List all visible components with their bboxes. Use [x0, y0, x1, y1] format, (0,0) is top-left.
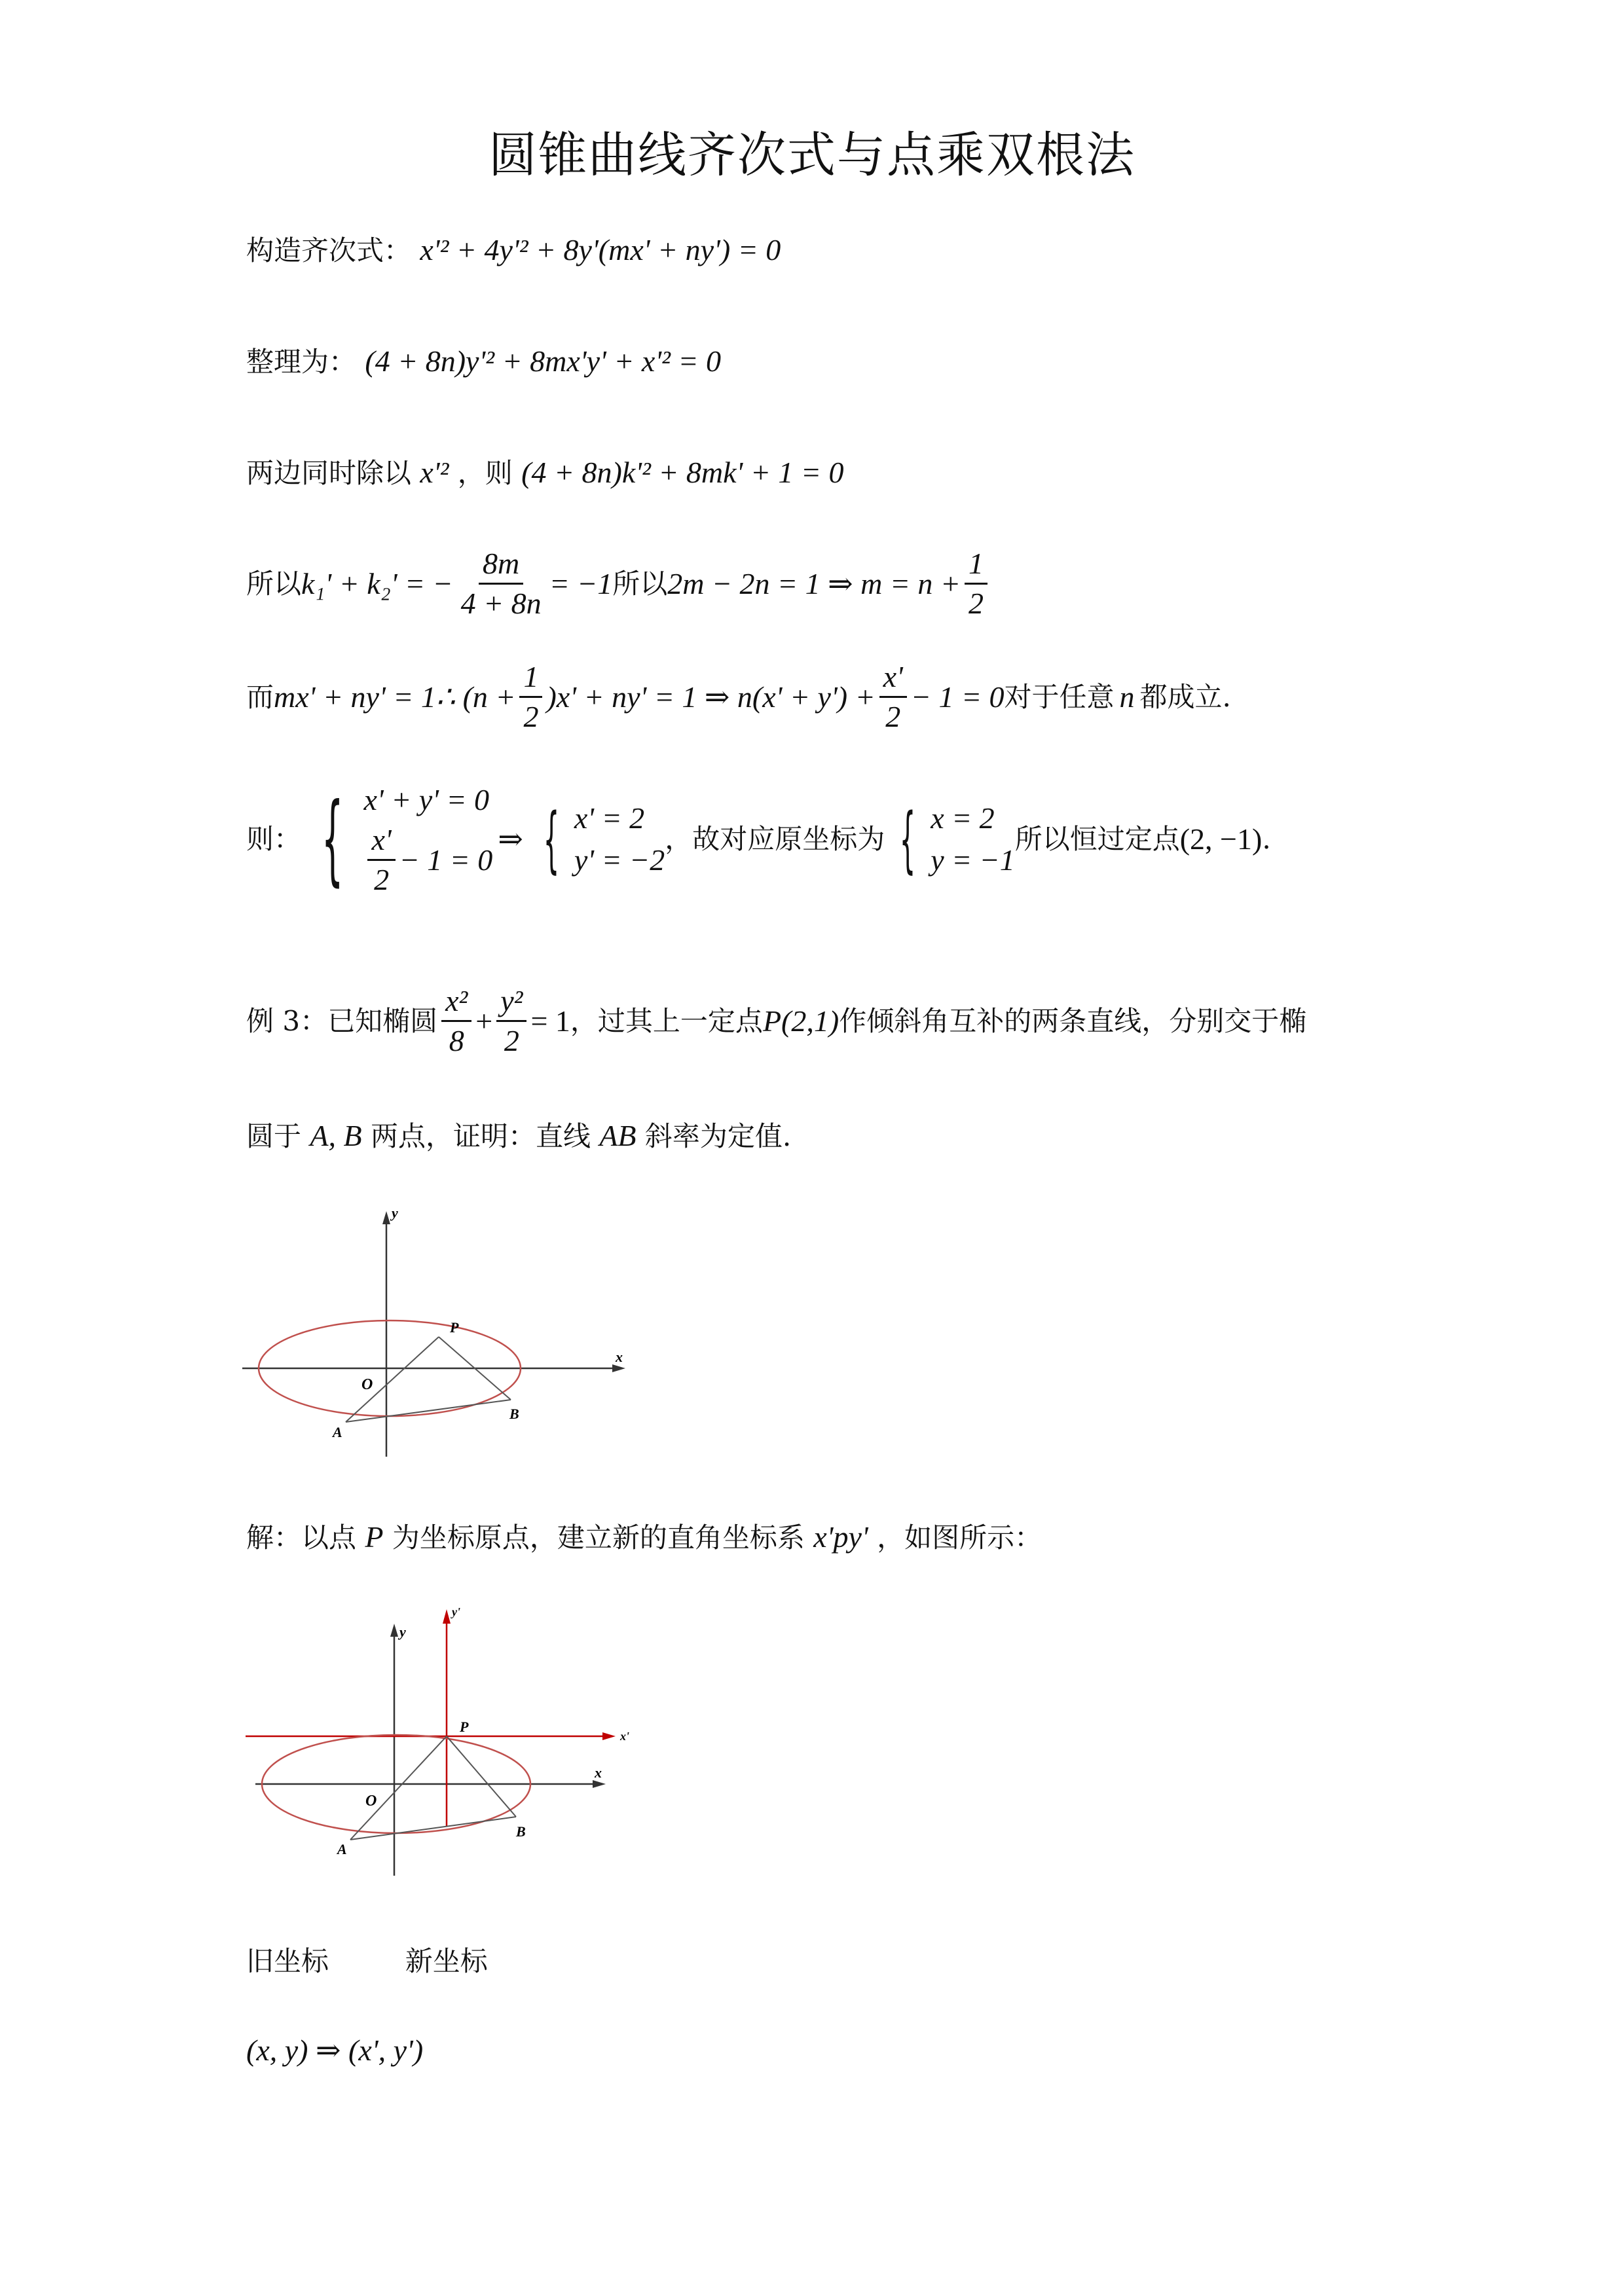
l4-left: k₁' + k₂' = − [301, 566, 453, 600]
l5-half-num: 1 [519, 658, 542, 698]
l5-c: − 1 = 0 [910, 680, 1005, 714]
fig2-x-arrow-icon [593, 1780, 606, 1788]
line-homogeneous [246, 230, 781, 270]
fig1-label-x: x [616, 1349, 623, 1365]
l6-point: (2, −1) [1179, 822, 1263, 856]
fig1-label-P: P [450, 1319, 459, 1336]
fig2-line-PA [350, 1736, 447, 1840]
brace-3: { [899, 797, 916, 881]
example-line2-b: 两点，证明：直线 [370, 1120, 591, 1152]
l5-half [519, 658, 542, 736]
l4-half-den: 2 [968, 587, 984, 620]
l5-frac-den: 2 [885, 700, 901, 733]
example-frac-1 [441, 982, 471, 1060]
figure-1-ellipse [236, 1205, 642, 1460]
fig2-label-O: O [365, 1793, 377, 1810]
l4-label: 所以 [246, 567, 302, 600]
fig2-label-yprime: y' [452, 1605, 460, 1618]
l4-half [965, 545, 987, 623]
line-rearranged [246, 342, 721, 382]
line-systems [246, 779, 1271, 899]
example-point: P(2,1) [762, 1004, 840, 1038]
example-label: 例 3：已知椭圆 [246, 1004, 438, 1037]
fig1-label-O: O [361, 1376, 373, 1393]
fig1-x-arrow-icon [612, 1364, 625, 1372]
l4-eq2: 2m − 2n = 1 ⇒ m = n + [667, 566, 961, 600]
l4-fraction [457, 545, 545, 623]
fig2-line-AB [350, 1817, 516, 1840]
fig2-y-arrow-icon [390, 1624, 398, 1637]
figure-2-translated-axes [236, 1597, 668, 1886]
example-line2-ab: A, B [310, 1119, 362, 1152]
coords-old: 旧坐标 [246, 1945, 329, 1977]
fig1-line-PA [346, 1337, 439, 1422]
solution-end: ，如图所示： [877, 1522, 1043, 1554]
line-fixed-point-condition [246, 658, 1231, 736]
sys1-row2 [363, 821, 492, 899]
example-frac-1-den: 8 [449, 1024, 464, 1057]
page-title: 圆锥曲线齐次式与点乘双根法 [489, 127, 1135, 183]
example-line2-c: 斜率为定值. [644, 1120, 792, 1152]
example-text1: ，过其上一定点 [570, 1004, 763, 1037]
fig2-label-P: P [460, 1719, 469, 1735]
sys3-row2: y = −1 [931, 843, 1015, 877]
fig2-label-y: y [399, 1624, 406, 1640]
l3-divisor: x'² [420, 456, 449, 489]
sys2-row2: y' = −2 [574, 843, 665, 877]
l6-implies: ⇒ [498, 822, 523, 856]
fig2-label-B: B [516, 1823, 526, 1840]
l3-then: ，则 [457, 457, 513, 489]
l1-label: 构造齐次式： [246, 234, 412, 266]
l6-end: . [1262, 822, 1271, 855]
l6-mid: ，故对应原坐标为 [665, 822, 885, 855]
sys1-row1: x' + y' = 0 [363, 783, 490, 816]
fig2-yprime-arrow-icon [443, 1609, 451, 1624]
solution-line [246, 1518, 1042, 1558]
system-3 [931, 797, 1015, 881]
fig2-label-xprime: x' [620, 1730, 630, 1743]
system-2 [574, 797, 665, 881]
l5-frac-num: x' [879, 658, 907, 698]
example-frac-2-num: y² [496, 982, 526, 1022]
line-slope-sum [246, 545, 991, 623]
solution-sys: x'py' [813, 1520, 868, 1554]
sys1-frac [367, 821, 395, 899]
l4-mid: 所以 [612, 567, 668, 600]
line-divide [246, 453, 843, 493]
l5-tail: 对于任意 [1004, 680, 1115, 713]
sys1-row2-rest: − 1 = 0 [399, 843, 493, 877]
l5-b: )x' + ny' = 1 ⇒ n(x' + y') + [546, 680, 876, 714]
solution-text: 为坐标原点，建立新的直角坐标系 [392, 1522, 805, 1554]
l3-math: (4 + 8n)k'² + 8mk' + 1 = 0 [521, 456, 844, 489]
fig2-label-A: A [337, 1841, 347, 1857]
l5-frac [879, 658, 907, 736]
l4-half-num: 1 [965, 545, 987, 585]
example-frac-2-den: 2 [504, 1024, 519, 1057]
l4-den: 4 + 8n [460, 587, 542, 620]
l2-math: (4 + 8n)y'² + 8mx'y' + x'² = 0 [365, 344, 721, 378]
sys3-row1: x = 2 [931, 801, 995, 835]
l6-label: 则： [246, 822, 302, 855]
l5-half-den: 2 [523, 700, 539, 733]
l5-a: mx' + ny' = 1∴ (n + [274, 680, 516, 714]
fig1-label-y: y [392, 1205, 398, 1221]
system-1 [363, 779, 492, 899]
example-frac-1-num: x² [441, 982, 471, 1022]
example-text2: 作倾斜角互补的两条直线，分别交于椭 [839, 1004, 1307, 1037]
coords-new: 新坐标 [405, 1945, 488, 1977]
brace-1: { [322, 782, 344, 896]
solution-label: 解：以点 [246, 1522, 357, 1554]
brace-2: { [543, 797, 560, 881]
fig1-line-AB [346, 1400, 511, 1422]
example-eq: = 1 [530, 1004, 570, 1038]
l1-math: x'² + 4y'² + 8y'(mx' + ny') = 0 [420, 233, 781, 266]
fig2-label-x: x [595, 1764, 602, 1781]
l5-n: n [1119, 680, 1135, 714]
example-3-line-2 [246, 1116, 791, 1156]
fig2-xprime-arrow-icon [602, 1732, 616, 1740]
coords-map: (x, y) ⇒ (x', y') [246, 2033, 424, 2067]
l4-right: = −1 [549, 566, 613, 600]
l6-tail: 所以恒过定点 [1014, 822, 1180, 855]
example-plus: + [475, 1004, 493, 1038]
example-line2-a: 圆于 [246, 1120, 302, 1152]
example-frac-2 [496, 982, 526, 1060]
sys1-frac-den: 2 [374, 863, 390, 896]
fig2-line-PB [447, 1736, 516, 1817]
example-3-line-1 [246, 982, 1306, 1060]
fig1-y-arrow-icon [382, 1211, 390, 1224]
l5-tail2: 都成立. [1139, 680, 1231, 713]
example-line2-AB: AB [599, 1119, 637, 1152]
fig1-label-B: B [509, 1406, 519, 1422]
coords-mapping [246, 2031, 423, 2071]
l4-num: 8m [479, 545, 523, 585]
fig1-label-A: A [333, 1424, 342, 1440]
coords-header [246, 1942, 488, 1981]
l2-label: 整理为： [246, 346, 357, 378]
l5-label: 而 [246, 680, 274, 713]
solution-P: P [365, 1520, 384, 1554]
sys2-row1: x' = 2 [574, 801, 645, 835]
sys1-frac-num: x' [367, 821, 395, 861]
l3-label: 两边同时除以 [246, 457, 412, 489]
